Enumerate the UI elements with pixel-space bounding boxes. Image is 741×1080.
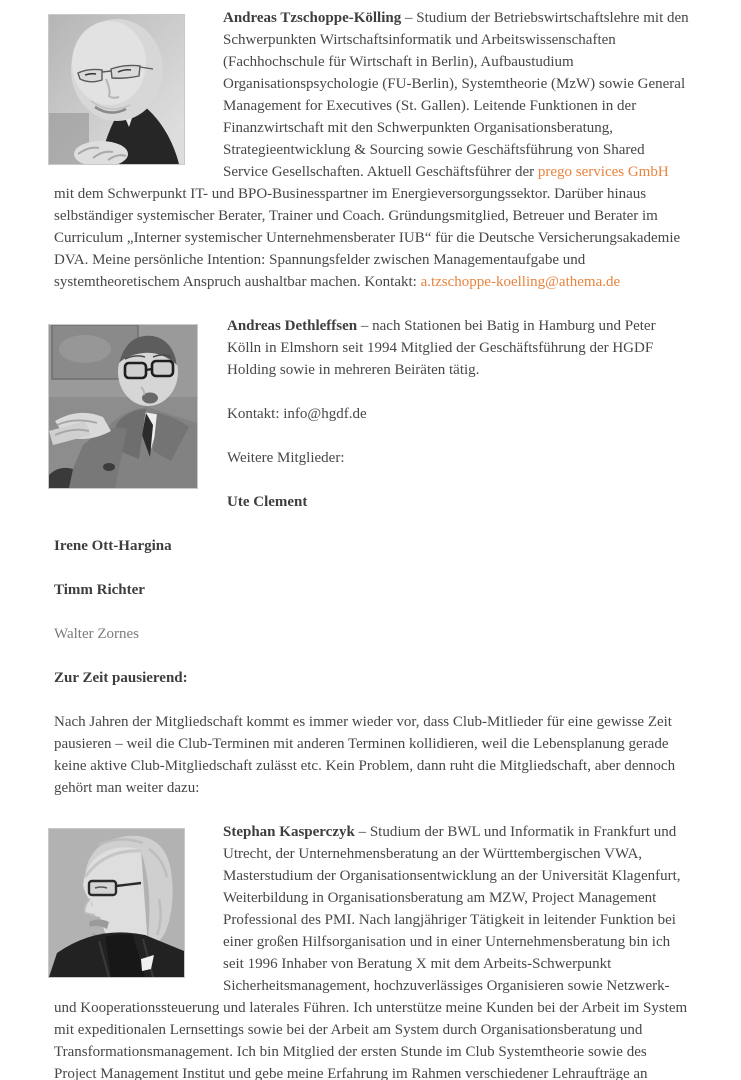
pausing-heading: Zur Zeit pausierend: xyxy=(54,670,188,686)
tzschoppe-email-link[interactable]: a.tzschoppe-koelling@athema.de xyxy=(420,274,621,290)
prego-services-link[interactable]: prego services GmbH xyxy=(537,164,669,180)
bio-paragraph-dethleffsen xyxy=(54,315,692,381)
member-name-walter-zornes: Walter Zornes xyxy=(54,626,140,642)
member-photo-tzschoppe-koelling xyxy=(48,14,185,165)
bio-paragraph-tzschoppe-koelling xyxy=(54,7,692,293)
pausing-text: Nach Jahren der Mitgliedschaft kommt es immer wieder vor, dass Club-Mitlieder für eine gewisse Zeit pausieren – weil die Club-Terminen mit anderen Terminen kollidieren, weil die Lebensplanung gerade keine aktive Club-Mitgliedschaft zulässt etc. Kein Problem, dann ruht die Mitgliedschaft, aber dennoch gehört man weiter dazu: xyxy=(54,714,676,796)
member-name-dethleffsen: Andreas Dethleffsen xyxy=(227,318,358,334)
member-name-kasperczyk: Stephan Kasperczyk xyxy=(223,824,355,840)
members-list-heading: Weitere Mitglieder: xyxy=(227,450,345,466)
member-name-irene-ott-hargina: Irene Ott-Hargina xyxy=(54,538,172,554)
member-photo-dethleffsen xyxy=(48,324,198,489)
member-photo-kasperczyk xyxy=(48,828,185,978)
bio-text-dethleffsen: – nach Stationen bei Batig in Hamburg und Peter Kölln in Elmshorn seit 1994 Mitglied der Geschäftsführung der HGDF Holding sowie in mehreren Beiräten tätig. xyxy=(227,318,656,378)
bio-text-kasperczyk: – Studium der BWL und Informatik in Frankfurt und Utrecht, der Unternehmensberatung an der Württembergischen VWA, Masterstudium der Organisationsentwicklung an der Universität Klagenfurt, Weiterbildung in Organisationsberatung am MZW, Project Management Professional des PMI. Nach langjähriger Tätigkeit in leitender Funktion bei einer großen Hilfsorganisation und in einer Unternehmensberatung bin ich seit 1996 Inhaber von Beratung X mit dem Arbeits-Schwerpunkt Sicherheitsmanagement, hochzuverlässiges Organisieren sowie Netzwerk- und Kooperationssteuerung und laterales Führen. Ich unterstütze meine Kunden bei der Arbeit im System mit expeditionalen Lernsettings sowie bei der Arbeit am System durch Organisationsberatung und Transformationsmanagement. Ich bin Mitglied der ersten Stunde im Club Systemtheorie sowie des Project Management Institut und gebe meine Erfahrung im Rahmen verschiedener Lehraufträge an xyxy=(54,824,688,1080)
member-name-tzschoppe-koelling: Andreas Tzschoppe-Kölling xyxy=(223,10,402,26)
bio-text-after-company: mit dem Schwerpunkt IT- und BPO-Businesspartner im Energieversorgungssektor. Darüber hinaus selbständiger systemischer Berater, Trainer und Coach. Gründungsmitglied, Betreuer und Berater im Curriculum „Interner systemischer Unternehmensberater IUB“ für die Deutsche Versicherungsakademie DVA. Meine persönliche Intention: Spannungsfelder zwischen Managementaufgabe und systemtheoretischem Anspruch aushaltbar machen. Kontakt: xyxy=(54,186,681,290)
contact-dethleffsen: Kontakt: info@hgdf.de xyxy=(227,406,367,422)
bio-text-before-company: – Studium der Betriebswirtschaftslehre mit den Schwerpunkten Wirtschaftsinformatik und Arbeitswissenschaften (Fachhochschule für Wirtschaft in Berlin), Aufbaustudium Organisationspsychologie (FU-Berlin), Systemtheorie (MzW) sowie General Management for Executives (St. Gallen). Leitende Funktionen in der Finanzwirtschaft mit den Schwerpunkten Organisationsberatung, Strategieentwicklung & Sourcing sowie Geschäftsführung von Shared Service Gesellschaften. Aktuell Geschäftsführer der xyxy=(223,10,689,180)
bio-paragraph-kasperczyk xyxy=(54,821,692,1080)
member-name-timm-richter: Timm Richter xyxy=(54,582,145,598)
member-name-ute-clement: Ute Clement xyxy=(227,494,308,510)
